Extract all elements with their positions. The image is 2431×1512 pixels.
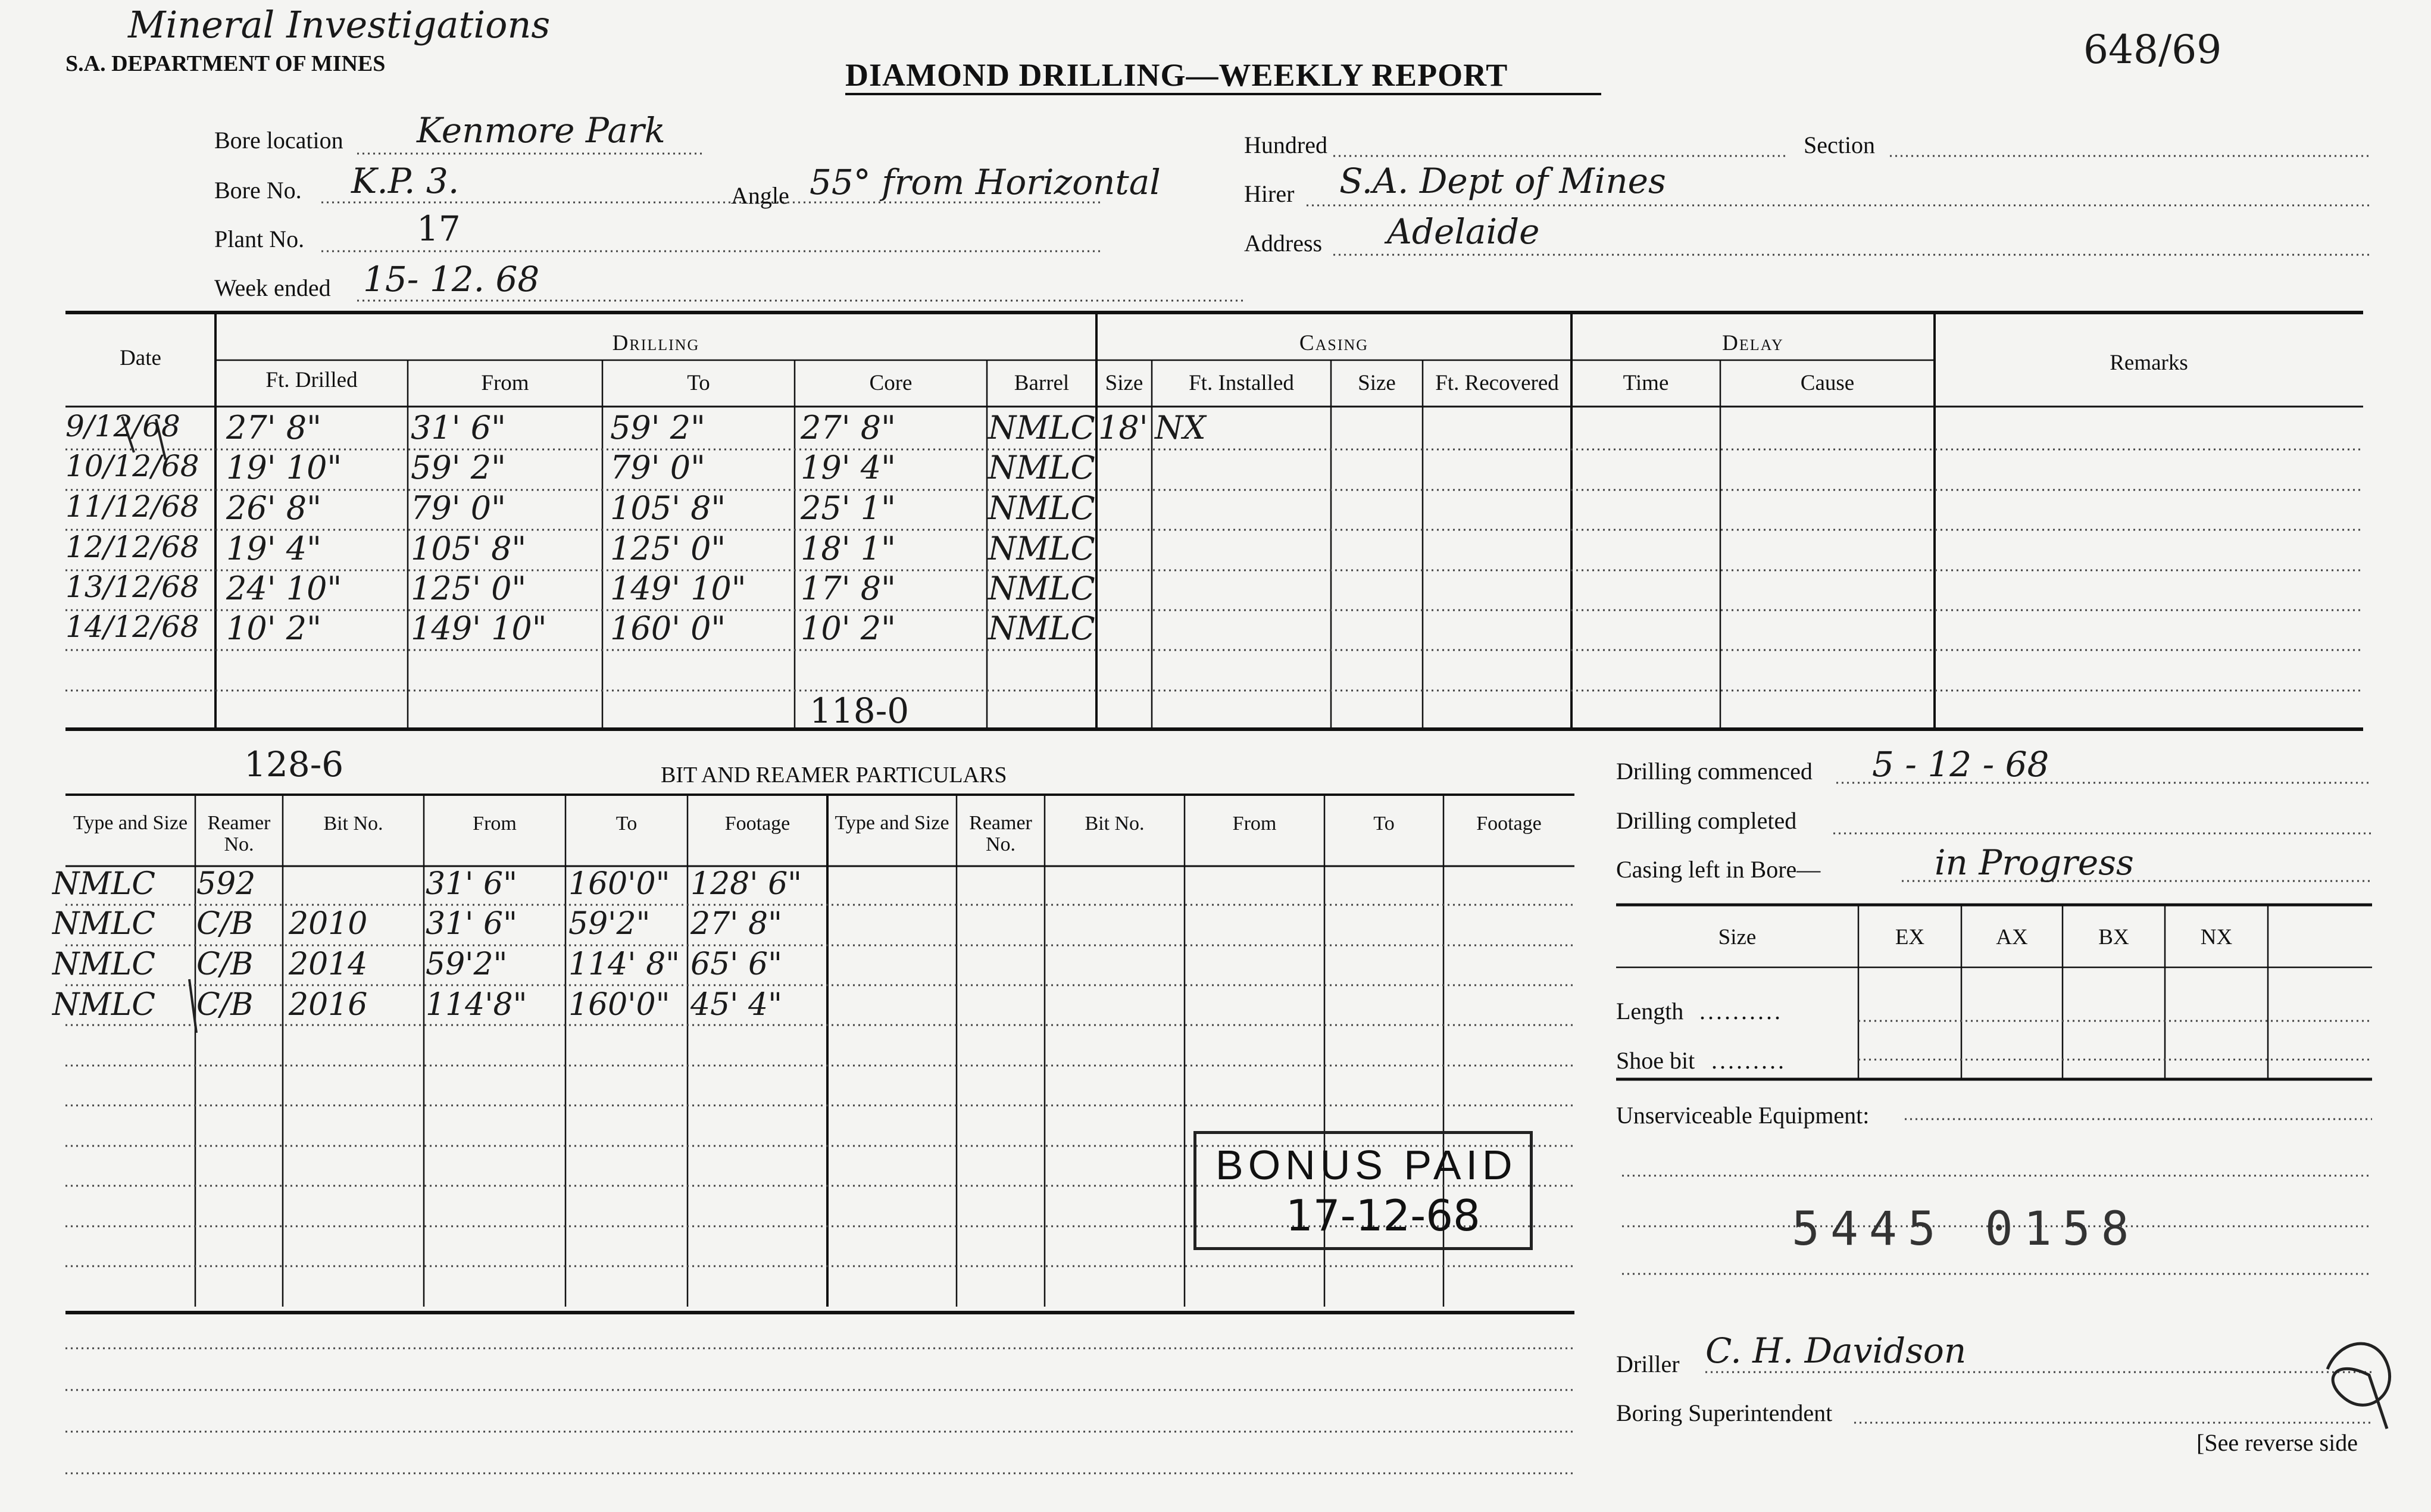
bit-from: 31' 6" [426,866,517,902]
bit-to-header: To [615,813,638,835]
bit-from: 114'8" [426,987,527,1023]
bit-type: NMLC [52,906,156,942]
drill-date: 11/12/68 [65,489,199,524]
drill-casing-size: 18' [1098,409,1148,446]
delay-cause-header: Cause [1800,371,1855,395]
bit-reamer: C/B [196,906,254,942]
casing-nx-header: NX [2200,925,2233,949]
drill-from: 125' 0" [411,570,527,607]
address-value: Adelaide [1387,211,1540,252]
drill-to: 59' 2" [610,409,705,446]
bit-footage: 128' 6" [690,866,802,902]
drill-from: 105' 8" [411,530,527,567]
drilling-completed-label: Drilling completed [1616,807,1797,834]
bonus-paid-stamp [1193,1131,1533,1250]
casing-ex-header: EX [1895,925,1925,949]
drill-core: 27' 8" [801,409,896,446]
length-leader: .......... [1699,998,1783,1024]
unserviceable-label: Unserviceable Equipment: [1616,1102,1870,1129]
bit-reamer-no-header-right: Reamer No. [969,812,1032,855]
bit-to: 160'0" [568,987,670,1023]
shoe-bit-label: Shoe bit [1616,1047,1695,1074]
bit-footage: 65' 6" [690,946,782,982]
ft-recovered-header: Ft. Recovered [1435,371,1559,395]
drill-ft-drilled: 19' 10" [226,449,342,486]
drill-barrel: NMLC [988,530,1095,567]
delay-group-header: Delay [1722,331,1784,355]
reverse-side-note: [See reverse side [2196,1429,2358,1456]
bit-no-header-right: Bit No. [1085,813,1145,835]
drill-ft-drilled: 27' 8" [226,409,321,446]
bit-from: 59'2" [426,946,508,982]
barrel-header: Barrel [1014,371,1070,395]
bit-footage-header-right: Footage [1476,813,1542,835]
drilling-commenced-label: Drilling commenced [1616,758,1813,785]
bit-footage: 45' 4" [690,987,782,1023]
drilling-group-header: Drilling [612,331,700,355]
plant-no-value: 17 [417,208,461,249]
drill-barrel: NMLC [988,610,1095,647]
bit-reamer: C/B [196,987,254,1023]
drill-from: 31' 6" [411,409,506,446]
remarks-header: Remarks [2110,351,2188,375]
date-header: Date [120,346,161,370]
hundred-label: Hundred [1244,132,1327,158]
boring-superintendent-label: Boring Superintendent [1616,1399,1833,1426]
ft-installed-header: Ft. Installed [1189,371,1294,395]
drill-to: 79' 0" [610,449,705,486]
bit-footage-header: Footage [724,813,790,835]
casing-group-header: Casing [1299,331,1369,355]
bit-footage: 27' 8" [690,906,782,942]
bit-from-header: From [473,813,517,835]
hirer-value: S.A. Dept of Mines [1339,161,1666,201]
drill-barrel: NMLC [988,449,1095,486]
drill-barrel: NMLC [988,489,1095,527]
drill-ft-drilled: 19' 4" [226,530,321,567]
casing-size-header: Size [1105,371,1143,395]
bit-reamer: C/B [196,946,254,982]
drill-ft-drilled: 26' 8" [226,489,321,527]
bit-to: 160'0" [568,866,670,902]
casing-left-label: Casing left in Bore— [1616,856,1821,883]
drill-date: 12/12/68 [65,530,199,564]
hirer-label: Hirer [1244,180,1295,207]
form-title: DIAMOND DRILLING—WEEKLY REPORT [845,57,1508,93]
driller-label: Driller [1616,1351,1680,1377]
bit-type-size-header-right: Type and Size [835,812,949,834]
bit-table-title: BIT AND REAMER PARTICULARS [661,763,1007,788]
bit-from: 31' 6" [426,906,517,942]
week-ended-value: 15- 12. 68 [363,259,540,299]
drill-from: 79' 0" [411,489,506,527]
bit-to: 59'2" [568,906,651,942]
drilled-total: 128-6 [244,744,344,785]
annotation-top: Mineral Investigations [128,3,551,46]
to-header: To [687,371,710,395]
file-number: 648/69 [2083,27,2222,73]
ft-drilled-header: Ft. Drilled [265,368,358,392]
driller-signature: C. H. Davidson [1705,1330,1967,1371]
length-label: Length [1616,998,1684,1024]
bit-no-header: Bit No. [323,813,383,835]
drill-to: 160' 0" [610,610,726,647]
drill-core: 10' 2" [801,610,896,647]
drill-date: 14/12/68 [65,610,199,644]
drill-core: 25' 1" [801,489,896,527]
casing-bx-header: BX [2098,925,2129,949]
stamp-date: 17-12-68 [1286,1191,1480,1241]
week-ended-label: Week ended [214,274,331,301]
casing-left-value: in Progress [1935,842,2134,883]
drill-date: 10/12/68 [65,449,199,483]
core-header: Core [869,371,913,395]
bore-location-label: Bore location [214,127,343,154]
section-label: Section [1804,132,1875,158]
bore-no-label: Bore No. [214,177,302,204]
core-total: 118-0 [810,691,910,731]
casing-size2-header: Size [1358,371,1396,395]
stamp-title: BONUS PAID [1216,1142,1517,1188]
drill-to: 105' 8" [610,489,726,527]
shoe-bit-leader: ......... [1711,1047,1786,1074]
bit-reamer-no-header: Reamer No. [207,812,271,855]
drill-date: 9/12/68 [65,409,180,443]
bit-to: 114' 8" [568,946,680,982]
casing-ax-header: AX [1996,925,2028,949]
drill-from: 149' 10" [411,610,547,647]
bit-type: NMLC [52,866,156,902]
drill-to: 149' 10" [610,570,746,607]
drill-barrel: NMLC [988,409,1095,446]
bit-type-size-header: Type and Size [73,812,188,834]
department-name: S.A. DEPARTMENT OF MINES [65,51,386,76]
bore-no-value: K.P. 3. [351,161,460,201]
drill-core: 18' 1" [801,530,896,567]
drill-core: 17' 8" [801,570,896,607]
angle-value: 55° from Horizontal [810,162,1161,202]
bit-from-header-right: From [1232,813,1277,835]
drill-date: 13/12/68 [65,570,199,604]
bore-location-value: Kenmore Park [417,110,665,151]
angle-label: Angle [731,182,789,209]
delay-time-header: Time [1623,371,1669,395]
bit-number: 2016 [289,987,368,1023]
drill-ft-installed: NX [1155,409,1206,446]
drilling-commenced-value: 5 - 12 - 68 [1872,744,2049,785]
drill-from: 59' 2" [411,449,506,486]
bit-number: 2010 [289,906,368,942]
bit-reamer: 592 [196,866,256,902]
reference-number: 5445 0158 [1792,1202,2140,1256]
casing-size-label: Size [1718,925,1757,949]
bit-number: 2014 [289,946,368,982]
plant-no-label: Plant No. [214,226,305,252]
drill-barrel: NMLC [988,570,1095,607]
drill-ft-drilled: 10' 2" [226,610,321,647]
address-label: Address [1244,230,1323,257]
bit-type: NMLC [52,987,156,1023]
drill-to: 125' 0" [610,530,726,567]
drill-ft-drilled: 24' 10" [226,570,342,607]
drill-core: 19' 4" [801,449,896,486]
from-header: From [481,371,529,395]
bit-type: NMLC [52,946,156,982]
bit-to-header-right: To [1373,813,1395,835]
